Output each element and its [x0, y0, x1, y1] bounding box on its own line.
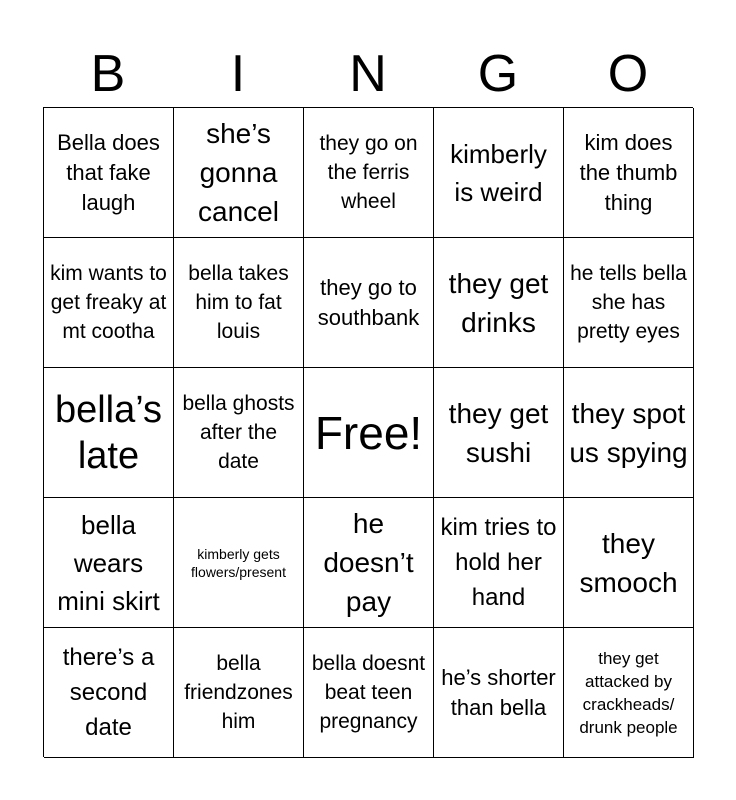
- bingo-cell-r2c3[interactable]: [304, 238, 434, 368]
- cell-text: there’s a second date: [62, 644, 155, 741]
- bingo-cell-r1c3[interactable]: [304, 108, 434, 238]
- cell-text: bella ghosts after the date: [182, 392, 295, 473]
- bingo-cell-r4c2[interactable]: [174, 498, 304, 628]
- bingo-cell-r3c2[interactable]: [174, 368, 304, 498]
- bingo-cell-r1c5[interactable]: [564, 108, 694, 238]
- bingo-cell-r5c2[interactable]: [174, 628, 304, 758]
- bingo-cell-r5c3[interactable]: [304, 628, 434, 758]
- bingo-header: [43, 40, 693, 108]
- cell-text: they spot us spying: [569, 397, 688, 468]
- cell-text: they go on the ferris wheel: [319, 132, 418, 213]
- header-letter-i: I: [230, 45, 246, 103]
- bingo-cell-r4c1[interactable]: [44, 498, 174, 628]
- cell-text: kim wants to get freaky at mt cootha: [50, 262, 167, 343]
- cell-text: Bella does that fake laugh: [57, 129, 160, 215]
- bingo-cell-free-space[interactable]: [304, 368, 434, 498]
- cell-text: he doesn’t pay: [323, 508, 414, 617]
- bingo-cell-r1c1[interactable]: [44, 108, 174, 238]
- cell-text: he tells bella she has pretty eyes: [570, 262, 687, 343]
- free-space-label: Free!: [314, 406, 423, 459]
- cell-text: kim tries to hold her hand: [440, 514, 557, 611]
- bingo-cell-r2c4[interactable]: [434, 238, 564, 368]
- cell-text: bella takes him to fat louis: [188, 262, 289, 343]
- bingo-cell-r2c2[interactable]: [174, 238, 304, 368]
- cell-text: she’s gonna cancel: [198, 118, 279, 227]
- bingo-cell-r5c4[interactable]: [434, 628, 564, 758]
- cell-text: they get attacked by crackheads/ drunk people: [579, 648, 678, 737]
- header-letter-o: O: [607, 45, 649, 103]
- bingo-cell-r2c5[interactable]: [564, 238, 694, 368]
- bingo-cell-r2c1[interactable]: [44, 238, 174, 368]
- bingo-cell-r5c5[interactable]: [564, 628, 694, 758]
- header-letter-n: N: [349, 45, 387, 103]
- bingo-card-grid: [43, 107, 693, 757]
- bingo-cell-r1c4[interactable]: [434, 108, 564, 238]
- bingo-cell-r3c5[interactable]: [564, 368, 694, 498]
- bingo-cell-r4c4[interactable]: [434, 498, 564, 628]
- cell-text: he’s shorter than bella: [441, 664, 556, 720]
- cell-text: they smooch: [579, 527, 678, 598]
- cell-text: kim does the thumb thing: [579, 129, 678, 215]
- header-letter-g: G: [477, 45, 519, 103]
- bingo-cell-r3c4[interactable]: [434, 368, 564, 498]
- cell-text: bella wears mini skirt: [57, 509, 160, 616]
- cell-text: bella’s late: [54, 388, 163, 477]
- cell-text: they get sushi: [448, 397, 549, 468]
- cell-text: they go to southbank: [317, 274, 420, 330]
- cell-text: kimberly gets flowers/present: [191, 545, 286, 580]
- bingo-cell-r1c2[interactable]: [174, 108, 304, 238]
- cell-text: they get drinks: [448, 267, 549, 338]
- bingo-cell-r5c1[interactable]: [44, 628, 174, 758]
- bingo-cell-r3c1[interactable]: [44, 368, 174, 498]
- cell-text: bella friendzones him: [184, 652, 293, 733]
- cell-text: bella doesnt beat teen pregnancy: [311, 652, 426, 733]
- bingo-cell-r4c3[interactable]: [304, 498, 434, 628]
- header-letter-b: B: [90, 45, 126, 103]
- cell-text: kimberly is weird: [450, 138, 547, 207]
- bingo-cell-r4c5[interactable]: [564, 498, 694, 628]
